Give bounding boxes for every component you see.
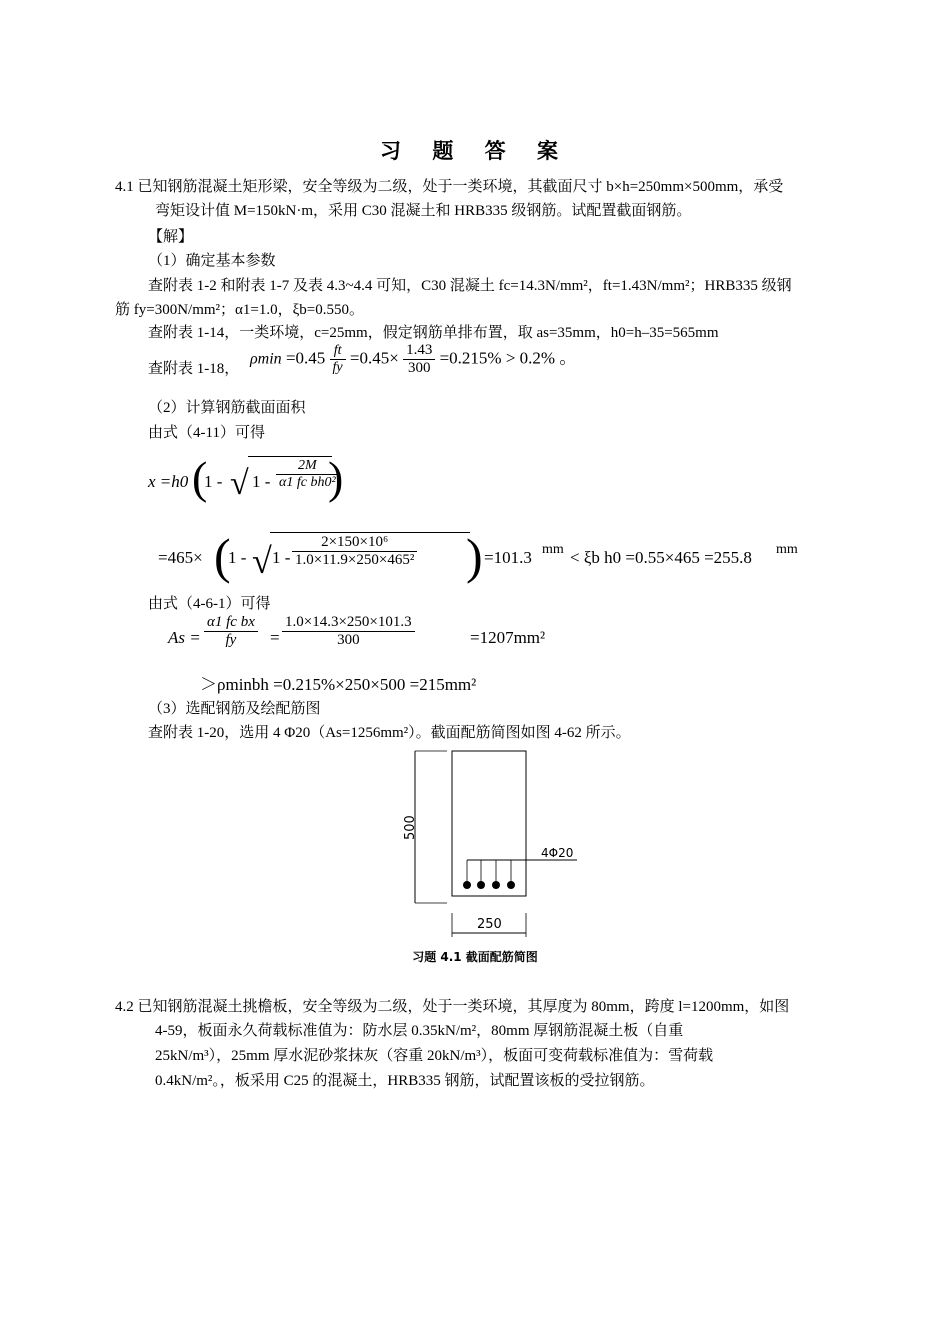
x-lhs: x =h0 <box>148 472 189 491</box>
step1-line1: 查附表 1-2 和附表 1-7 及表 4.3~4.4 可知，C30 混凝土 fc=14.3N/mm²，ft=1.43N/mm²；HRB335 级钢 <box>148 278 792 294</box>
as-symbolic-denominator: fy <box>225 632 237 648</box>
ft-numerator: ft <box>330 343 346 360</box>
one-minus-2: 1 - <box>228 548 247 567</box>
sqrt-overline-2 <box>270 532 470 533</box>
step1-line4-prefix: 查附表 1-18， <box>148 361 240 377</box>
step1-line3: 查附表 1-14，一类环境，c=25mm，假定钢筋单排布置，取 as=35mm，h0=h–35=565mm <box>148 325 719 341</box>
problem-4-2-line2: 4-59，板面永久荷载标准值为：防水层 0.35kN/m²，80mm 厚钢筋混凝土板（自重 <box>155 1023 684 1039</box>
numeric-x-fraction <box>292 534 417 569</box>
step2-heading: （2）计算钢筋截面面积 <box>148 400 306 416</box>
ft-over-fy-fraction <box>330 343 346 376</box>
as-formula <box>168 614 768 664</box>
rho-result: =0.215% > 0.2% 。 <box>439 348 577 368</box>
rebar-bar <box>492 881 500 889</box>
problem-4-1-line2: 弯矩设计值 M=150kN·m，采用 C30 混凝土和 HRB335 级钢筋。试配置截面钢筋。 <box>155 203 692 219</box>
step1-line2: 筋 fy=300N/mm²；α1=1.0，ξb=0.550。 <box>115 302 365 318</box>
problem-4-2-line4: 0.4kN/m²。，板采用 C25 的混凝土，HRB335 钢筋，试配置该板的受拉钢筋。 <box>155 1073 655 1089</box>
numeric-x-denominator: 1.0×11.9×250×465² <box>295 552 415 568</box>
as-symbolic-fraction <box>204 614 258 649</box>
fraction-denominator: 300 <box>407 360 431 376</box>
x-unit1: mm <box>542 542 564 557</box>
as-numeric-denominator: 300 <box>337 632 360 648</box>
as-lhs: As = <box>168 628 201 647</box>
x-result: =101.3 <box>484 548 532 567</box>
x-formula-numeric <box>158 528 858 588</box>
x-unit2: mm <box>776 542 798 557</box>
beam-section-outline <box>452 751 526 896</box>
as-symbolic-numerator: α1 fc bx <box>204 614 258 632</box>
width-label: 250 <box>477 917 502 932</box>
step3-line1: 查附表 1-20，选用 4 Φ20（As=1256mm²）。截面配筋简图如图 4-62 所示。 <box>148 725 631 741</box>
page-title: 习 题 答 案 <box>380 139 570 163</box>
inner-one-minus: 1 - <box>252 472 271 491</box>
rebar-label: 4Φ20 <box>541 846 574 860</box>
step2-line2: 由式（4-6-1）可得 <box>148 596 271 612</box>
2m-numerator: 2M <box>276 458 339 475</box>
as-formula-check: ＞ρminbh =0.215%×250×500 =215mm² <box>200 675 477 694</box>
sqrt-symbol: √ <box>230 465 249 502</box>
problem-4-2-line1: 4.2 已知钢筋混凝土挑檐板，安全等级为二级，处于一类环境，其厚度为 80mm，跨度 l=1200mm，如图 <box>115 999 790 1015</box>
fy-denominator: fy <box>332 360 343 375</box>
numeric-x-numerator: 2×150×10⁶ <box>292 534 417 552</box>
solution-label: 【解】 <box>148 229 194 245</box>
sqrt-symbol-2: √ <box>252 541 272 581</box>
figure-caption: 习题 4.1 截面配筋简图 <box>412 950 538 964</box>
symbolic-denominator: α1 fc bh0² <box>279 475 336 490</box>
rho-min-formula <box>250 342 576 377</box>
x-numeric-lhs: =465× <box>158 548 203 567</box>
as-result: =1207mm² <box>470 628 546 647</box>
step1-heading: （1）确定基本参数 <box>148 253 276 269</box>
rebar-bar <box>507 881 515 889</box>
height-label: 500 <box>403 815 418 840</box>
as-numeric-numerator: 1.0×14.3×250×101.3 <box>282 614 415 632</box>
as-eq: = <box>270 628 280 647</box>
rebar-bar <box>463 881 471 889</box>
one-minus: 1 - <box>204 472 223 491</box>
x-compare: < ξb h0 =0.55×465 =255.8 <box>570 548 752 567</box>
rho-min-lhs: ρmin <box>250 350 282 368</box>
numeric-fraction <box>403 342 435 377</box>
right-paren-2: ) <box>466 528 483 584</box>
section-figure <box>395 745 595 945</box>
as-numeric-fraction <box>282 614 415 649</box>
sqrt-overline <box>248 456 332 457</box>
left-paren-2: ( <box>214 528 231 584</box>
inner-one-minus-2: 1 - <box>272 548 291 567</box>
step3-heading: （3）选配钢筋及绘配筋图 <box>148 701 321 717</box>
rebar-bar <box>477 881 485 889</box>
left-paren: ( <box>192 452 208 503</box>
right-paren: ) <box>328 452 344 503</box>
step2-line1: 由式（4-11）可得 <box>148 425 265 441</box>
fraction-numerator: 1.43 <box>403 342 435 360</box>
rho-eq2: =0.45× <box>349 348 399 368</box>
problem-4-1-line1: 4.1 已知钢筋混凝土矩形梁，安全等级为二级，处于一类环境，其截面尺寸 b×h=250mm×500mm，承受 <box>115 179 784 195</box>
rho-eq1: =0.45 <box>285 348 326 368</box>
problem-4-2-line3: 25kN/m³），25mm 厚水泥砂浆抹灰（容重 20kN/m³），板面可变荷载标准值为：雪荷载 <box>155 1048 714 1064</box>
